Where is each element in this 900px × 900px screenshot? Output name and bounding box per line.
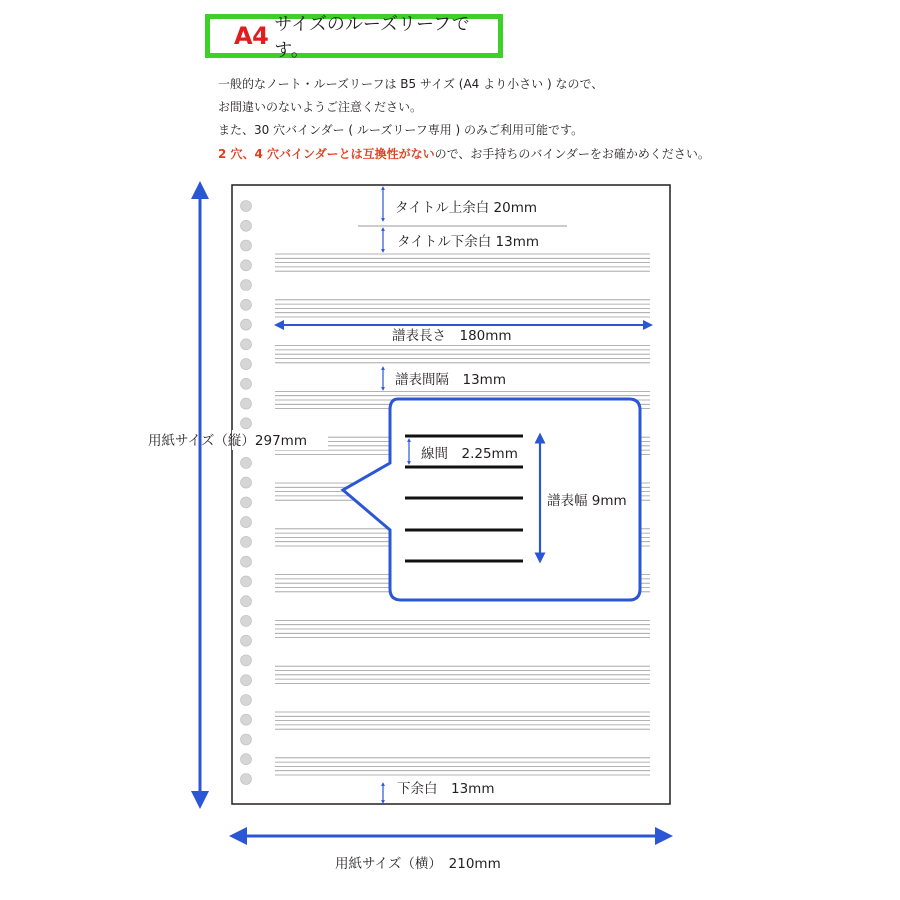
punch-hole <box>241 359 252 370</box>
punch-hole <box>241 280 252 291</box>
punch-hole <box>241 240 252 251</box>
note-line-4-rest: ので、お手持ちのバインダーをお確かめください。 <box>434 147 710 161</box>
punch-hole <box>241 378 252 389</box>
note-line-2: お間違いのないようご注意ください。 <box>218 100 423 114</box>
punch-hole <box>241 695 252 706</box>
punch-hole <box>241 517 252 528</box>
punch-hole <box>241 576 252 587</box>
staff-width-label: 譜表幅 9mm <box>547 493 627 509</box>
staff-length-label: 譜表長さ 180mm <box>392 328 512 344</box>
line-spacing-label: 線間 2.25mm <box>421 446 518 462</box>
punch-hole <box>241 299 252 310</box>
bottom-margin-label: 下余白 13mm <box>397 781 495 797</box>
note-warning: 2 穴、4 穴バインダーとは互換性がない <box>218 147 435 161</box>
punch-hole <box>241 497 252 508</box>
punch-hole <box>241 457 252 468</box>
staff-spacing-label: 譜表間隔 13mm <box>395 372 506 388</box>
title-bottom-margin-label: タイトル下余白 13mm <box>397 234 540 250</box>
punch-hole <box>241 477 252 488</box>
paper-width-label: 用紙サイズ（横） 210mm <box>335 856 501 872</box>
punch-hole <box>241 734 252 745</box>
punch-hole <box>241 418 252 429</box>
punch-hole <box>241 201 252 212</box>
punch-hole <box>241 635 252 646</box>
note-line-1: 一般的なノート・ルーズリーフは B5 サイズ (A4 より小さい ) なので、 <box>218 77 604 91</box>
punch-hole <box>241 536 252 547</box>
punch-hole <box>241 339 252 350</box>
punch-hole <box>241 655 252 666</box>
title-top-margin-label: タイトル上余白 20mm <box>395 200 538 216</box>
punch-hole <box>241 556 252 567</box>
punch-hole <box>241 596 252 607</box>
punch-hole <box>241 774 252 785</box>
punch-hole <box>241 319 252 330</box>
punch-hole <box>241 260 252 271</box>
punch-hole <box>241 675 252 686</box>
punch-hole <box>241 615 252 626</box>
punch-hole <box>241 754 252 765</box>
punch-hole <box>241 714 252 725</box>
title-text: サイズのルーズリーフです。 <box>274 14 470 61</box>
punch-hole <box>241 220 252 231</box>
note-line-3: また、30 穴バインダー ( ルーズリーフ専用 ) のみご利用可能です。 <box>218 123 584 137</box>
paper-height-label: 用紙サイズ（縦）297mm <box>148 433 307 449</box>
title-a4: A4 <box>234 22 269 50</box>
punch-hole <box>241 398 252 409</box>
